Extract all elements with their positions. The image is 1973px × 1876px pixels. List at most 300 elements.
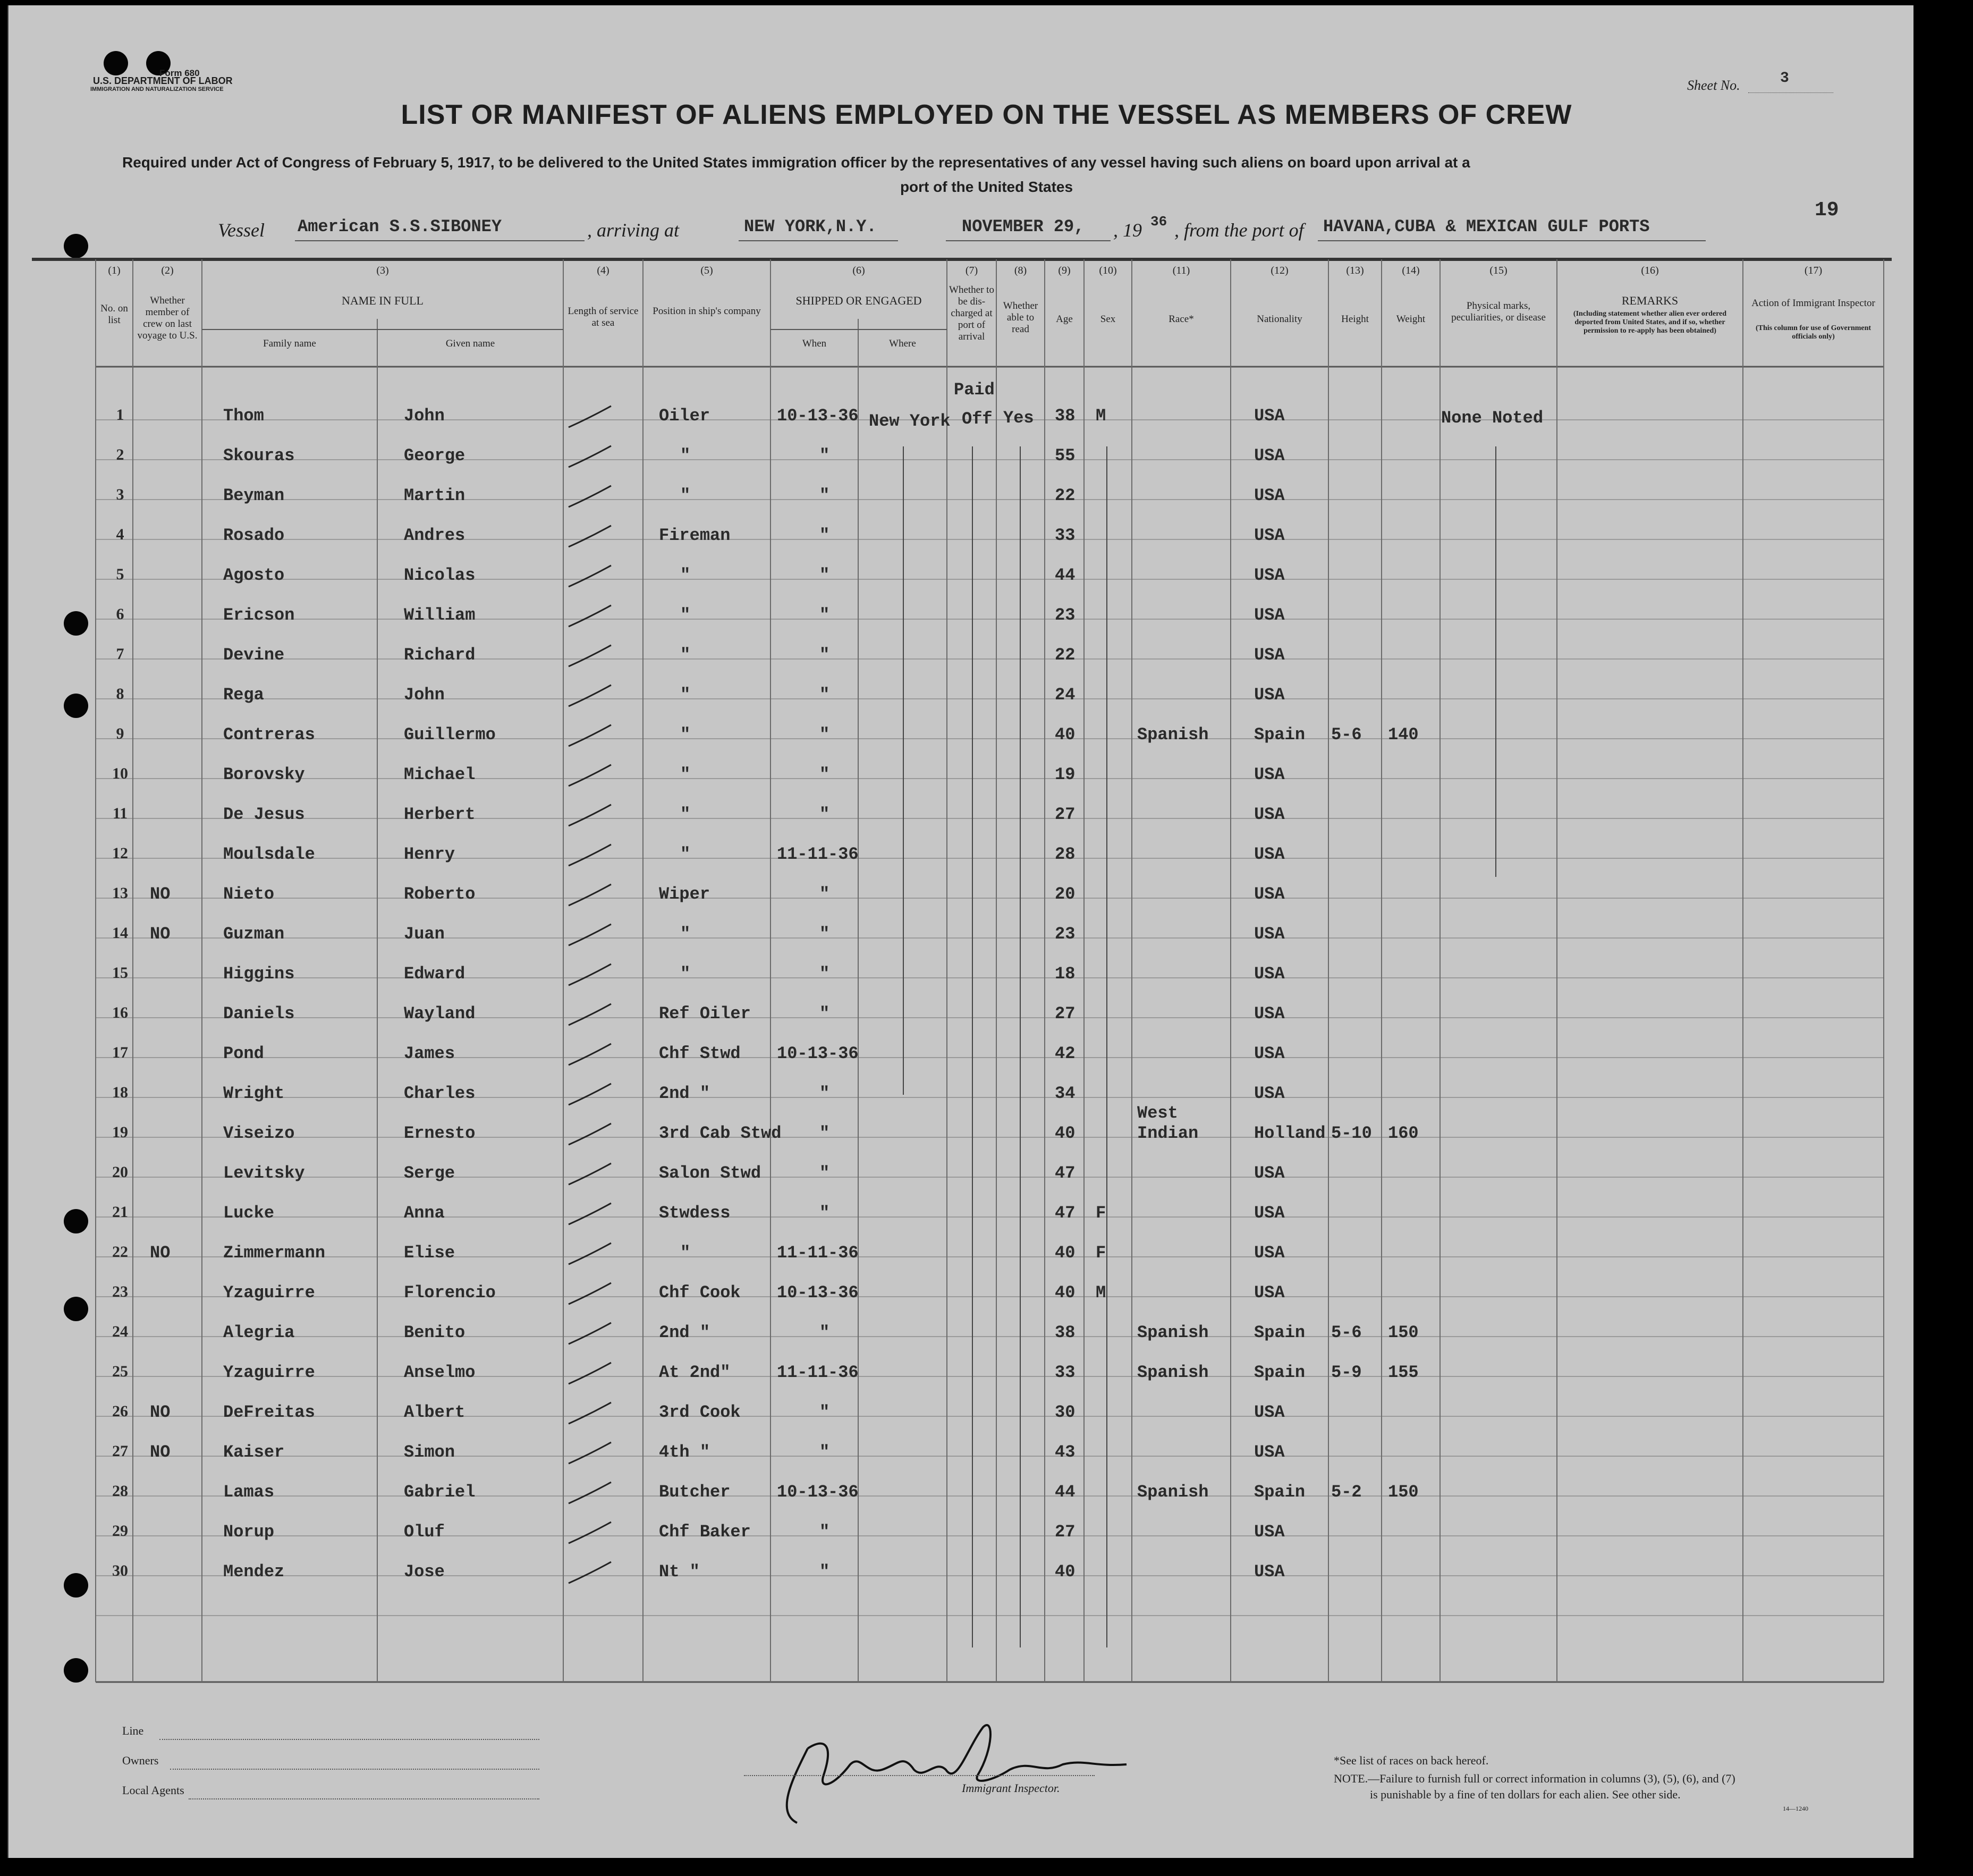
cell-age: 23 [1055,924,1076,944]
column-number: (15) [1489,265,1508,276]
column-header: Weight [1396,314,1426,325]
penalty-note-2: is punishable by a fine of ten dollars for each alien. See other side. [1370,1788,1681,1801]
cell-given: Charles [404,1084,476,1103]
service-check-mark [569,1363,611,1384]
cell-when: 11-11-36 [777,1243,859,1263]
cell-position: At 2nd" [659,1363,731,1382]
column-header: SHIPPED OR ENGAGED [795,294,922,307]
cell-nationality: USA [1254,1044,1285,1063]
column-header: Whether to be dis-charged at port of arrival [949,284,994,342]
column-header: Whether member of crew on last voyage to U.S. [137,295,198,341]
cell-nationality: USA [1254,884,1285,904]
cell-position: " [680,1243,691,1263]
cell-age: 27 [1055,1004,1076,1024]
cell-given: Martin [404,486,465,505]
arriving-label: , arriving at [587,219,680,241]
cell-nationality: USA [1254,406,1285,426]
signature-line [744,1775,1095,1777]
vessel-name: American S.S.SIBONEY [298,217,502,236]
column-note: (Including statement whether alien ever ordered deported from United States, and if so, whether permission to re-apply has been obtained) [1573,310,1727,335]
service-check-mark [569,1402,611,1424]
column-number: (10) [1099,265,1117,276]
cell-no: 9 [116,725,124,742]
cell-prev: NO [150,884,171,904]
cell-family: Borovsky [223,765,305,784]
service-check-mark [569,685,611,706]
cell-family: De Jesus [223,805,305,824]
cell-prev: NO [150,1402,171,1422]
service-check-mark [569,964,611,985]
service-check-mark [569,805,611,826]
cell-given: Andres [404,526,465,545]
service-check-mark [569,1163,611,1185]
cell-nationality: USA [1254,924,1285,944]
cell-position: Stwdess [659,1203,731,1223]
cell-family: Beyman [223,486,285,505]
cell-age: 40 [1055,1243,1076,1263]
cell-family: Norup [223,1522,275,1542]
column-header: Height [1341,314,1369,325]
cell-when: " [819,964,830,984]
cell-given: Anselmo [404,1363,476,1382]
cell-no: 18 [112,1084,128,1101]
cell-sex: F [1096,1203,1106,1223]
sheet-label: Sheet No. [1687,78,1740,93]
column-number: (4) [597,265,609,276]
departure-port: HAVANA,CUBA & MEXICAN GULF PORTS [1323,217,1650,236]
cell-when: " [819,884,830,904]
column-header: Age [1056,314,1073,325]
cell-no: 17 [112,1044,128,1061]
cell-position: " [680,805,691,824]
service-check-mark [569,1203,611,1224]
cell-when: " [819,765,830,784]
form-number: Form 680 [159,68,200,78]
cell-position: Salon Stwd [659,1163,761,1183]
cell-given: Benito [404,1323,465,1342]
column-number: (16) [1641,265,1659,276]
column-header: Race* [1168,314,1194,325]
cell-no: 8 [116,685,124,703]
cell-family: Zimmermann [223,1243,326,1263]
cell-no: 14 [112,924,128,942]
cell-no: 1 [116,406,124,424]
column-header: Action of Immigrant Inspector [1751,298,1875,309]
cell-nationality: USA [1254,1283,1285,1303]
inspector-label: Immigrant Inspector. [962,1781,1060,1795]
cell-no: 21 [112,1203,128,1221]
cell-position: 4th " [659,1442,710,1462]
cell-family: Pond [223,1044,264,1063]
cell-weight: 160 [1388,1123,1419,1143]
service-check-mark [569,725,611,746]
cell-given: Nicolas [404,565,476,585]
cell-prev: NO [150,1243,171,1263]
cell-family: Yzaguirre [223,1283,315,1303]
column-number: (11) [1172,265,1190,276]
cell-position: " [680,486,691,505]
cell-age: 27 [1055,1522,1076,1542]
cell-age: 33 [1055,1363,1076,1382]
cell-age: 27 [1055,805,1076,824]
cell-family: Guzman [223,924,285,944]
cell-family: Levitsky [223,1163,305,1183]
cell-given: Richard [404,645,476,665]
cell-when: " [819,1402,830,1422]
cell-position: Chf Stwd [659,1044,741,1063]
cell-given: William [404,605,476,625]
cell-no: 19 [112,1123,128,1141]
cell-given: John [404,406,445,426]
department-name: U.S. DEPARTMENT OF LABOR [93,75,233,86]
cell-no: 13 [112,884,128,902]
cell-height: 5-2 [1331,1482,1362,1502]
cell-position: 2nd " [659,1323,710,1342]
cell-family: Rega [223,685,264,705]
column-number: (13) [1346,265,1364,276]
cell-family: Rosado [223,526,285,545]
service-check-mark [569,1044,611,1065]
cell-position: " [680,446,691,466]
cell-nationality: USA [1254,964,1285,984]
cell-nationality: USA [1254,844,1285,864]
cell-when: 10-13-36 [777,1482,859,1502]
cell-when: " [819,605,830,625]
column-header: Sex [1100,314,1116,325]
sheet-number: 3 [1780,70,1789,87]
cell-when: " [819,1123,830,1143]
cell-sex: F [1096,1243,1106,1263]
cell-prev: NO [150,1442,171,1462]
cell-when: " [819,1442,830,1462]
cell-given: James [404,1044,455,1063]
cell-nationality: USA [1254,765,1285,784]
cell-position: Chf Baker [659,1522,751,1542]
cell-family: Nieto [223,884,275,904]
cell-position: Fireman [659,526,731,545]
agents-field [189,1798,539,1800]
cell-weight: 150 [1388,1323,1419,1342]
cell-age: 24 [1055,685,1076,705]
service-check-mark [569,406,611,427]
cell-family: Higgins [223,964,295,984]
service-check-mark [569,526,611,547]
cell-age: 47 [1055,1163,1076,1183]
column-header: Whether able to read [1003,300,1038,335]
column-number: (9) [1058,265,1071,276]
cell-height: 5-6 [1331,725,1362,745]
owners-field [170,1769,539,1770]
cell-race: Spanish [1137,1363,1209,1382]
cell-given: Florencio [404,1283,496,1303]
cell-position: Wiper [659,884,710,904]
cell-family: Kaiser [223,1442,285,1462]
cell-family: Skouras [223,446,295,466]
cell-family: DeFreitas [223,1402,315,1422]
cell-position: Butcher [659,1482,731,1502]
cell-age: 42 [1055,1044,1076,1063]
cell-age: 44 [1055,565,1076,585]
cell-nationality: Spain [1254,1323,1306,1342]
vessel-label: Vessel [218,219,265,241]
cell-when: " [819,1522,830,1542]
cell-weight: 155 [1388,1363,1419,1382]
cell-age: 30 [1055,1402,1076,1422]
cell-when: " [819,1163,830,1183]
cell-age: 28 [1055,844,1076,864]
cell-when: " [819,685,830,705]
cell-race: Spanish [1137,725,1209,745]
arrival-year: 36 [1150,214,1167,230]
cell-position: Oiler [659,406,710,426]
subtitle-line-1: Required under Act of Congress of February 5, 1917, to be delivered to the United States immigration officer by the representatives of any vessel having such aliens on board upon arrival at a [122,154,1470,171]
cell-nationality: Spain [1254,725,1306,745]
cell-age: 20 [1055,884,1076,904]
service-check-mark [569,765,611,786]
service-check-mark [569,1323,611,1344]
column-note: (This column for use of Government officials only) [1755,324,1872,341]
cell-position: Ref Oiler [659,1004,751,1024]
cell-age: 18 [1055,964,1076,984]
cell-age: 40 [1055,725,1076,745]
cell-height: 5-9 [1331,1363,1362,1382]
column-number: (1) [108,265,121,276]
cell-no: 6 [116,605,124,623]
cell-no: 11 [112,805,128,822]
cell-family: Moulsdale [223,844,315,864]
cell-no: 28 [112,1482,128,1500]
service-check-mark [569,844,611,866]
service-check-mark [569,1283,611,1304]
cell-age: 34 [1055,1084,1076,1103]
cell-age: 33 [1055,526,1076,545]
cell-nationality: USA [1254,1402,1285,1422]
cell-when: " [819,924,830,944]
cell-when: 10-13-36 [777,406,859,426]
cell-position: " [680,565,691,585]
cell-nationality: USA [1254,526,1285,545]
penalty-note-1: NOTE.—Failure to furnish full or correct information in columns (3), (5), (6), and (7) [1334,1772,1735,1785]
cell-family: Daniels [223,1004,295,1024]
cell-height: 5-6 [1331,1323,1362,1342]
arriving-port: NEW YORK,N.Y. [744,217,877,236]
shipped-where: New York [869,411,951,431]
cell-given: Elise [404,1243,455,1263]
cell-no: 25 [112,1363,128,1380]
cell-when: 10-13-36 [777,1283,859,1303]
column-number: (7) [965,265,978,276]
cell-age: 40 [1055,1283,1076,1303]
cell-position: " [680,924,691,944]
cell-no: 16 [112,1004,128,1021]
cell-race: West Indian [1137,1103,1199,1143]
stamp-number: 19 [1815,199,1839,222]
service-check-mark [569,884,611,906]
cell-age: 22 [1055,645,1076,665]
cell-age: 44 [1055,1482,1076,1502]
service-check-mark [569,924,611,945]
cell-no: 20 [112,1163,128,1181]
column-subheader: Where [889,338,916,349]
column-header: REMARKS [1621,294,1679,307]
cell-nationality: USA [1254,1203,1285,1223]
cell-family: Lucke [223,1203,275,1223]
cell-age: 38 [1055,406,1076,426]
service-check-mark [569,565,611,587]
cell-nationality: USA [1254,1243,1285,1263]
cell-when: " [819,645,830,665]
column-header: Physical marks, peculiarities, or disease [1451,300,1546,323]
cell-family: Devine [223,645,285,665]
service-check-mark [569,1243,611,1264]
cell-family: Mendez [223,1562,285,1582]
service-check-mark [569,1123,611,1145]
service-check-mark [569,645,611,666]
service-check-mark [569,446,611,467]
column-number: (17) [1804,265,1823,276]
cell-no: 4 [116,526,124,543]
cell-family: Lamas [223,1482,275,1502]
cell-prev: NO [150,924,171,944]
cell-race: Spanish [1137,1482,1209,1502]
cell-nationality: USA [1254,1163,1285,1183]
cell-when: " [819,1562,830,1582]
cell-no: 24 [112,1323,128,1340]
cell-position: " [680,765,691,784]
cell-position: 3rd Cook [659,1402,741,1422]
cell-position: " [680,645,691,665]
cell-given: Herbert [404,805,476,824]
cell-position: " [680,685,691,705]
service-check-mark [569,1482,611,1503]
cell-no: 10 [112,765,128,782]
cell-given: Guillermo [404,725,496,745]
physical-marks: None Noted [1441,408,1544,428]
service-check-mark [569,1004,611,1025]
column-number: (8) [1014,265,1027,276]
cell-nationality: Spain [1254,1363,1306,1382]
column-header: Length of service at sea [568,306,639,328]
cell-given: Henry [404,844,455,864]
cell-when: 11-11-36 [777,844,859,864]
cell-given: Michael [404,765,476,784]
column-subheader: Given name [445,338,495,349]
year-label: , 19 [1113,219,1142,241]
cell-when: " [819,565,830,585]
cell-when: " [819,805,830,824]
cell-given: George [404,446,465,466]
cell-when: 11-11-36 [777,1363,859,1382]
cell-nationality: Spain [1254,1482,1306,1502]
cell-nationality: USA [1254,1562,1285,1582]
column-number: (3) [376,265,389,276]
cell-nationality: Holland [1254,1123,1326,1143]
cell-given: Ernesto [404,1123,476,1143]
cell-when: " [819,446,830,466]
cell-weight: 150 [1388,1482,1419,1502]
cell-given: Serge [404,1163,455,1183]
able-to-read-yes: Yes [1003,408,1034,428]
cell-age: 47 [1055,1203,1076,1223]
cell-nationality: USA [1254,1004,1285,1024]
cell-nationality: USA [1254,685,1285,705]
cell-position: " [680,725,691,745]
cell-no: 5 [116,565,124,583]
cell-given: Simon [404,1442,455,1462]
column-header: NAME IN FULL [342,294,424,307]
print-code: 14—1240 [1783,1805,1808,1812]
column-header: No. on list [100,303,128,326]
page-title: LIST OR MANIFEST OF ALIENS EMPLOYED ON THE VESSEL AS MEMBERS OF CREW [401,99,1572,130]
service-check-mark [569,1562,611,1583]
cell-no: 15 [112,964,128,982]
column-subheader: Family name [263,338,316,349]
cell-given: Oluf [404,1522,445,1542]
cell-race: Spanish [1137,1323,1209,1342]
cell-when: " [819,1004,830,1024]
cell-position: " [680,844,691,864]
cell-when: " [819,486,830,505]
cell-age: 55 [1055,446,1076,466]
cell-age: 19 [1055,765,1076,784]
column-number: (6) [852,265,865,276]
cell-family: Agosto [223,565,285,585]
cell-when: 10-13-36 [777,1044,859,1063]
from-port-label: , from the port of [1174,219,1304,241]
column-header: Position in ship's company [653,306,761,317]
owners-label: Owners [122,1754,159,1767]
service-check-mark [569,1522,611,1543]
cell-no: 23 [112,1283,128,1300]
column-header: Nationality [1257,314,1302,325]
cell-position: 2nd " [659,1084,710,1103]
cell-age: 40 [1055,1562,1076,1582]
cell-sex: M [1096,1283,1106,1303]
cell-family: Alegria [223,1323,295,1342]
service-check-mark [569,486,611,507]
cell-age: 40 [1055,1123,1076,1143]
discharged-paid: Paid [954,380,995,400]
cell-age: 23 [1055,605,1076,625]
arrival-date: NOVEMBER 29, [962,217,1085,236]
cell-no: 30 [112,1562,128,1579]
cell-nationality: USA [1254,605,1285,625]
cell-given: Albert [404,1402,465,1422]
cell-weight: 140 [1388,725,1419,745]
cell-position: " [680,964,691,984]
cell-no: 26 [112,1402,128,1420]
cell-given: Roberto [404,884,476,904]
local-agents-label: Local Agents [122,1784,184,1797]
cell-position: " [680,605,691,625]
cell-position: Chf Cook [659,1283,741,1303]
service-check-mark [569,1442,611,1464]
service-check-mark [569,605,611,627]
cell-given: Juan [404,924,445,944]
service-check-mark [569,1084,611,1105]
cell-sex: M [1096,406,1106,426]
cell-nationality: USA [1254,486,1285,505]
cell-given: Edward [404,964,465,984]
column-number: (12) [1271,265,1289,276]
column-number: (2) [161,265,174,276]
discharged-off: Off [962,409,993,429]
cell-given: John [404,685,445,705]
column-number: (14) [1402,265,1420,276]
cell-nationality: USA [1254,645,1285,665]
cell-no: 22 [112,1243,128,1261]
cell-family: Wright [223,1084,285,1103]
